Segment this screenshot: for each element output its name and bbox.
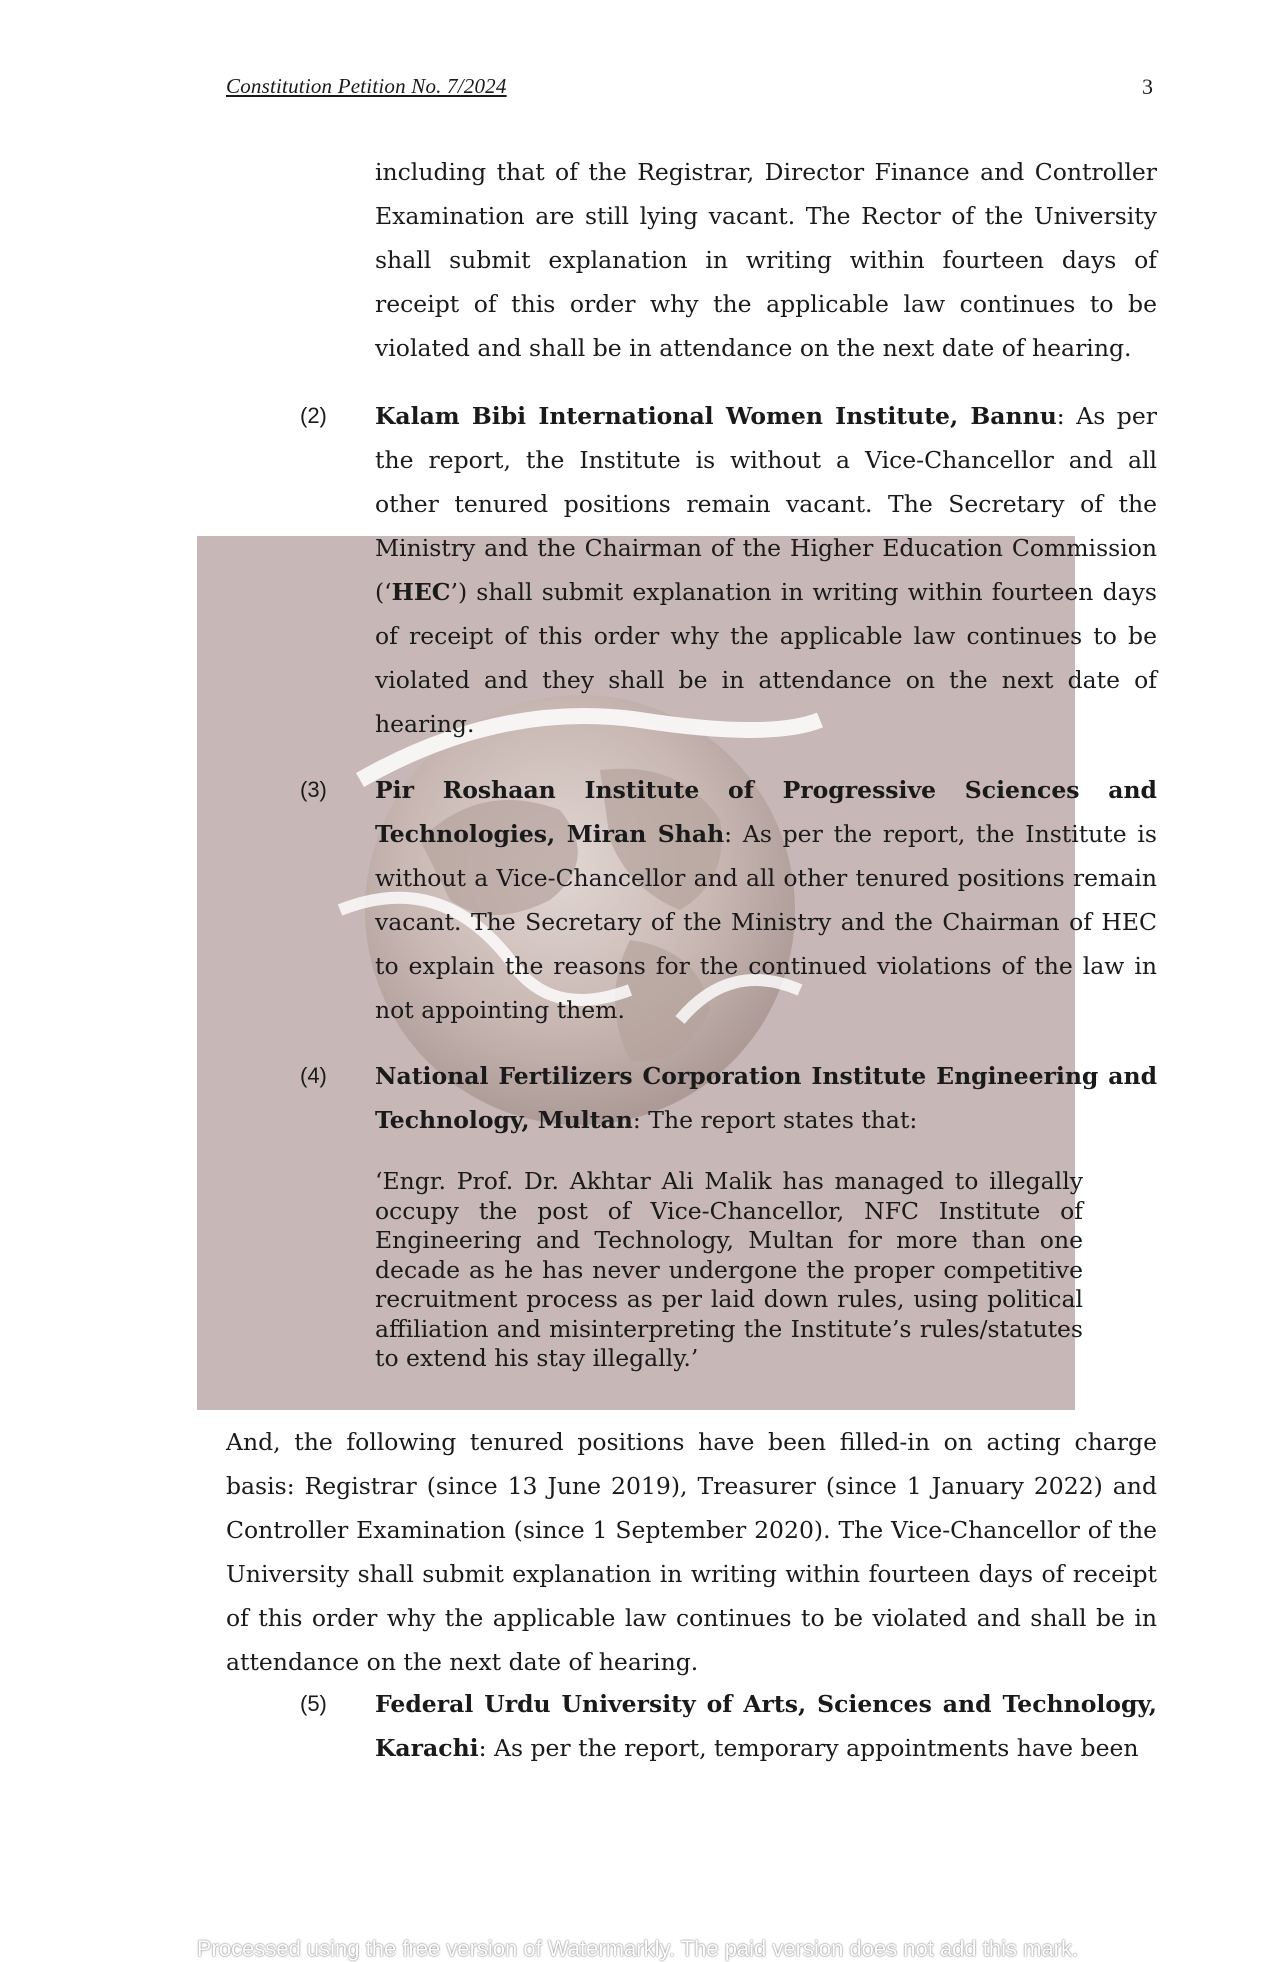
- institution-name: National Fertilizers Corporation Institute Engineering and Technology, Multan: [375, 1062, 1157, 1134]
- abbreviation: HEC: [391, 578, 451, 606]
- item-3-paragraph: Pir Roshaan Institute of Progressive Sciences and Technologies, Miran Shah: As per the report, the Institute is without a Vice-Chancellor and all other tenured positions remain vacant. The Secretary of the Ministry and the Chairman of HEC to explain the reasons for the continued violations of the law in not appointing them.: [375, 776, 1157, 1024]
- paragraph-continued: including that of the Registrar, Director Finance and Controller Examination are still lying vacant. The Rector of the University shall submit explanation in writing within fourteen days of receipt of this order why the applicable law continues to be violated and shall be in attendance on the next date of hearing.: [375, 158, 1157, 362]
- item-number: (5): [300, 1691, 327, 1716]
- item-number: (2): [300, 403, 327, 428]
- institution-name: Kalam Bibi International Women Institute, Bannu: [375, 402, 1057, 430]
- item-5-paragraph: Federal Urdu University of Arts, Sciences and Technology, Karachi: As per the report, temporary appointments have been: [375, 1690, 1157, 1762]
- item-number: (3): [300, 777, 327, 802]
- item-number: (4): [300, 1063, 327, 1088]
- institution-name: Pir Roshaan Institute of Progressive Sciences and Technologies, Miran Shah: [375, 776, 1157, 848]
- item-2-paragraph: Kalam Bibi International Women Institute, Bannu: As per the report, the Institute is without a Vice-Chancellor and all other tenured positions remain vacant. The Secretary of the Ministry and the Chairman of the Higher Education Commission (‘HEC’) shall submit explanation in writing within fourteen days of receipt of this order why the applicable law continues to be violated and they shall be in attendance on the next date of hearing.: [375, 402, 1157, 738]
- watermarkly-footer-notice: Processed using the free version of Watermarkly. The paid version does not add this mark.: [196, 1936, 1079, 1961]
- page-number: 3: [1142, 74, 1153, 99]
- institution-name: Federal Urdu University of Arts, Sciences and Technology, Karachi: [375, 1690, 1157, 1762]
- block-quote: ‘Engr. Prof. Dr. Akhtar Ali Malik has managed to illegally occupy the post of Vice-Chancellor, NFC Institute of Engineering and Technology, Multan for more than one decade as he has never undergone the proper competitive recruitment process as per laid down rules, using political affiliation and misinterpreting the Institute’s rules/statutes to extend his stay illegally.’: [375, 1167, 1083, 1372]
- case-title: Constitution Petition No. 7/2024: [226, 74, 507, 98]
- paragraph-acting-charge: And, the following tenured positions have been filled-in on acting charge basis: Registrar (since 13 June 2019), Treasurer (since 1 January 2022) and Controller Examination (since 1 September 2020). The Vice-Chancellor of the University shall submit explanation in writing within fourteen days of receipt of this order why the applicable law continues to be violated and shall be in attendance on the next date of hearing.: [226, 1428, 1157, 1676]
- item-4-paragraph: National Fertilizers Corporation Institute Engineering and Technology, Multan: The report states that:: [375, 1062, 1157, 1134]
